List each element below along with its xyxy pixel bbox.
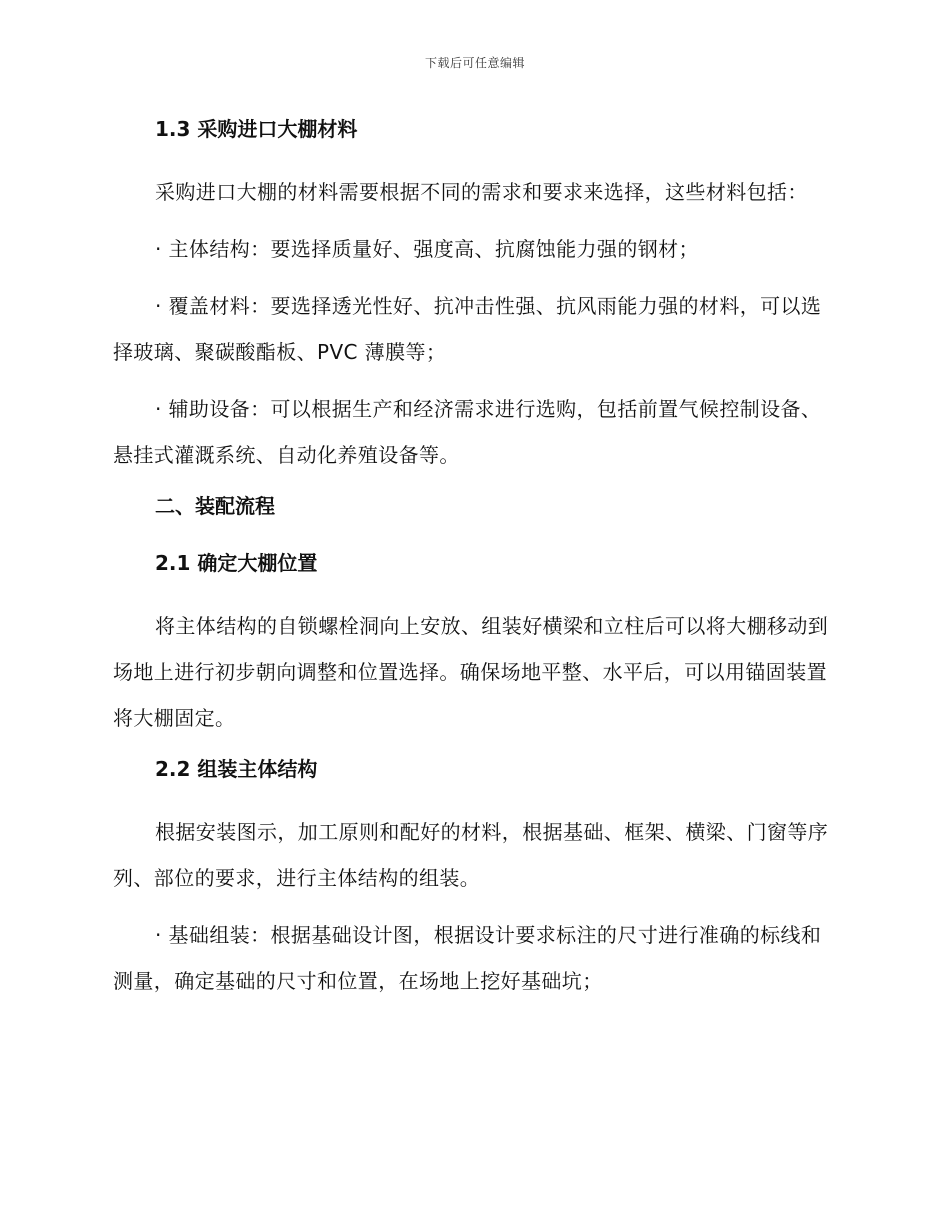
paragraph-determine-location: 将主体结构的自锁螺栓洞向上安放、组装好横梁和立柱后可以将大棚移动到场地上进行初步朝向调整和位置选择。确保场地平整、水平后，可以用锚固装置将大棚固定。 (113, 614, 829, 730)
chapter-heading-assembly-process: 二、装配流程 (155, 494, 275, 518)
section-heading-1-3: 1.3 采购进口大棚材料 (155, 117, 358, 141)
paragraph-materials-intro: 采购进口大棚的材料需要根据不同的需求和要求来选择，这些材料包括： (155, 180, 808, 204)
bullet-main-structure: · 主体结构：要选择质量好、强度高、抗腐蚀能力强的钢材； (155, 237, 699, 261)
section-heading-2-1: 2.1 确定大棚位置 (155, 551, 318, 575)
bullet-covering-material: · 覆盖材料：要选择透光性好、抗冲击性强、抗风雨能力强的材料，可以选择玻璃、聚碳酸酯板、PVC 薄膜等； (113, 294, 822, 364)
paragraph-assemble-structure: 根据安装图示，加工原则和配好的材料，根据基础、框架、横梁、门窗等序列、部位的要求，进行主体结构的组装。 (113, 820, 829, 890)
document-body (113, 112, 833, 1015)
section-heading-2-2: 2.2 组装主体结构 (155, 757, 318, 781)
bullet-foundation-assembly: · 基础组装：根据基础设计图，根据设计要求标注的尺寸进行准确的标线和测量，确定基础的尺寸和位置，在场地上挖好基础坑； (113, 923, 822, 993)
bullet-auxiliary-equipment: · 辅助设备：可以根据生产和经济需求进行选购，包括前置气候控制设备、悬挂式灌溉系统、自动化养殖设备等。 (113, 397, 822, 467)
page-header: 下载后可任意编辑 (424, 56, 525, 70)
